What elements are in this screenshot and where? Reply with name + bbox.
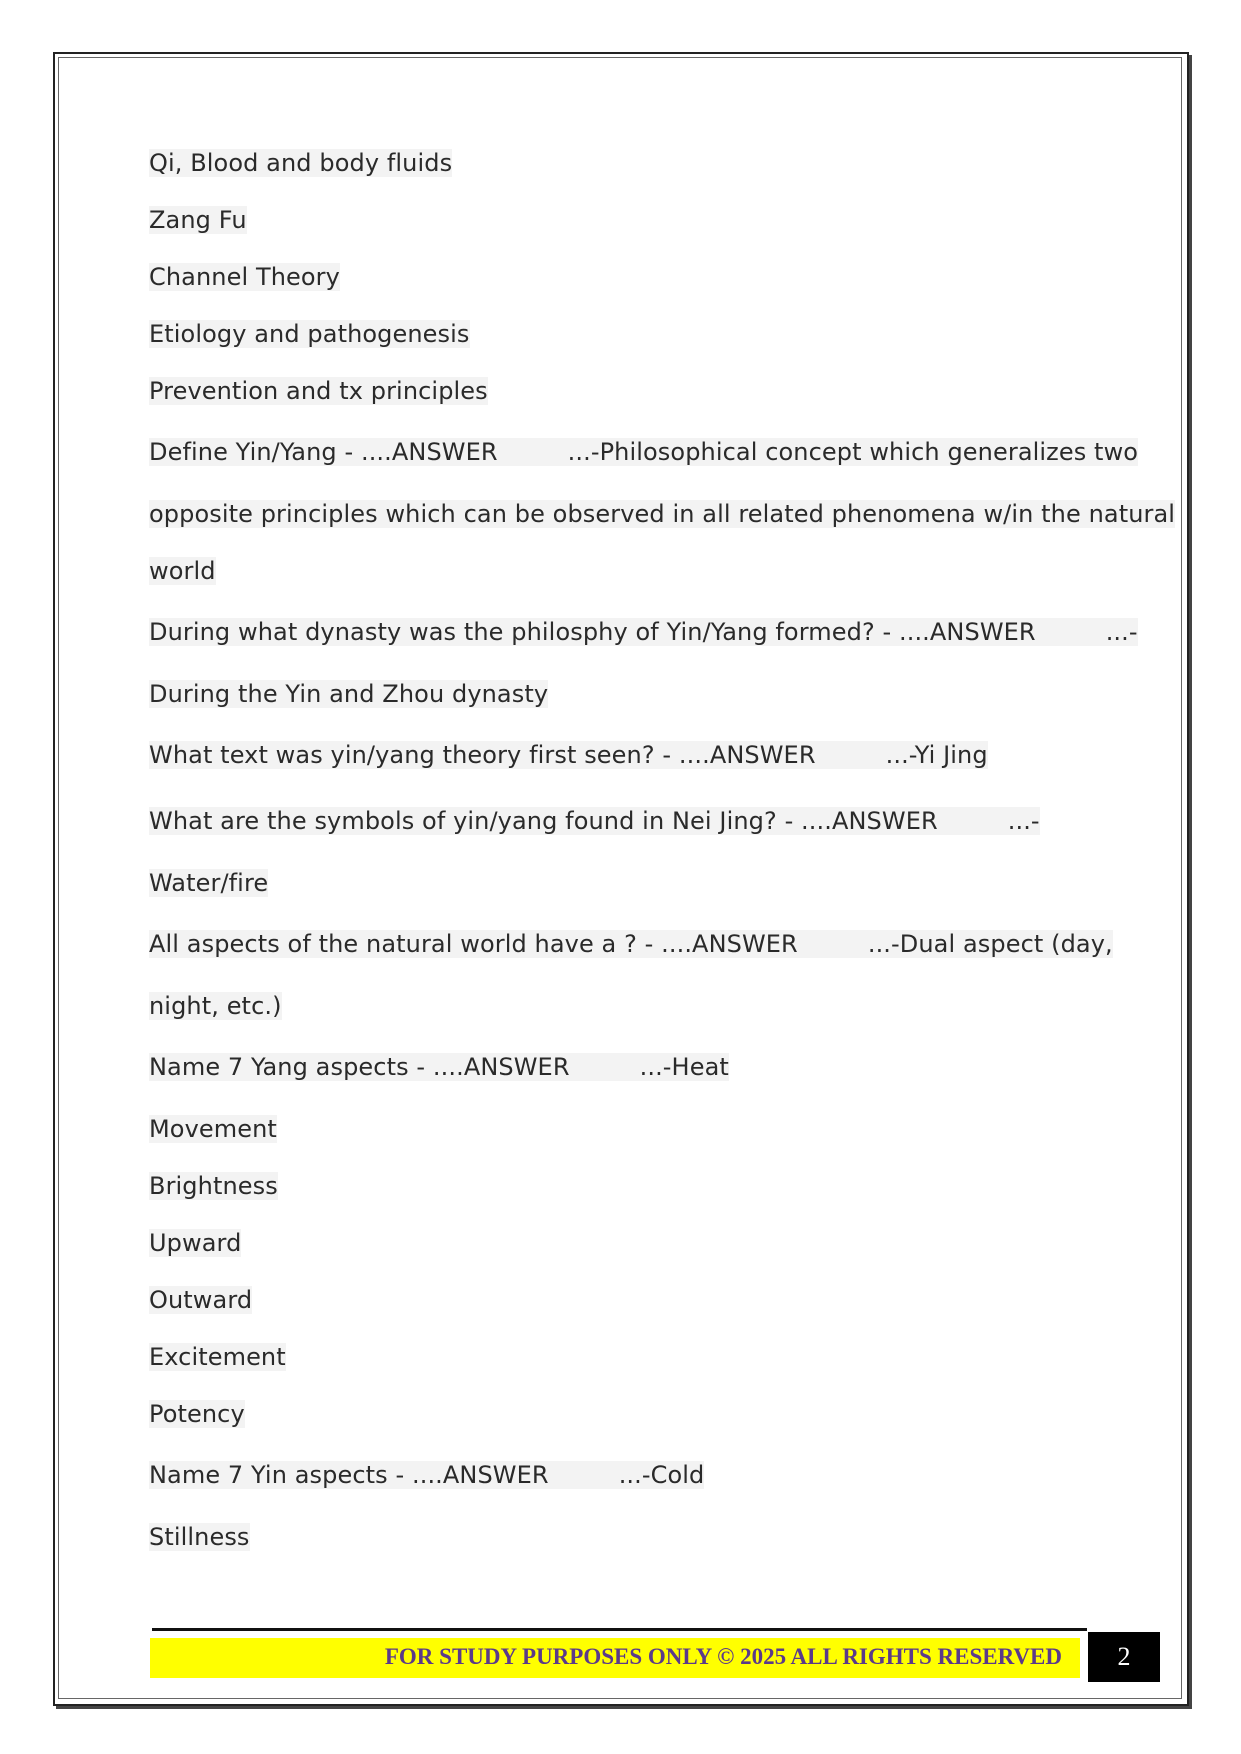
footer-text: FOR STUDY PURPOSES ONLY © 2025 ALL RIGHTS RESERVED (384, 1644, 1062, 1669)
answer-line: During the Yin and Zhou dynasty (149, 680, 549, 708)
topic-line: Zang Fu (149, 206, 247, 234)
footer-band (150, 1638, 1080, 1678)
answer-line: night, etc.) (149, 992, 282, 1020)
question-aspects: All aspects of the natural world have a ? - ....ANSWER ...-Dual aspect (day, (149, 930, 1113, 958)
list-item: Movement (149, 1115, 277, 1143)
topic-line: Channel Theory (149, 263, 340, 291)
topic-line: Etiology and pathogenesis (149, 320, 470, 348)
list-item: Stillness (149, 1523, 250, 1551)
question-symbols: What are the symbols of yin/yang found in Nei Jing? - ....ANSWER ...- (149, 807, 1040, 835)
answer-line: world (149, 557, 216, 585)
question-yang: Name 7 Yang aspects - ....ANSWER ...-Heat (149, 1053, 729, 1081)
answer-line: Water/fire (149, 869, 269, 897)
topic-line: Prevention and tx principles (149, 377, 488, 405)
answer-line: opposite principles which can be observed in all related phenomena w/in the natural (149, 500, 1176, 528)
list-item: Outward (149, 1286, 253, 1314)
question-text: What text was yin/yang theory first seen? - ....ANSWER ...-Yi Jing (149, 741, 988, 769)
list-item: Excitement (149, 1343, 286, 1371)
footer-rule (152, 1628, 1087, 1631)
question-dynasty: During what dynasty was the philosphy of Yin/Yang formed? - ....ANSWER ...- (149, 618, 1138, 646)
page-number: 2 (1088, 1632, 1160, 1682)
question-yin: Name 7 Yin aspects - ....ANSWER ...-Cold (149, 1461, 705, 1489)
list-item: Upward (149, 1229, 242, 1257)
list-item: Potency (149, 1400, 245, 1428)
list-item: Brightness (149, 1172, 278, 1200)
question-yinyang-definition: Define Yin/Yang - ....ANSWER ...-Philosophical concept which generalizes two (149, 438, 1139, 466)
topic-line: Qi, Blood and body fluids (149, 149, 453, 177)
